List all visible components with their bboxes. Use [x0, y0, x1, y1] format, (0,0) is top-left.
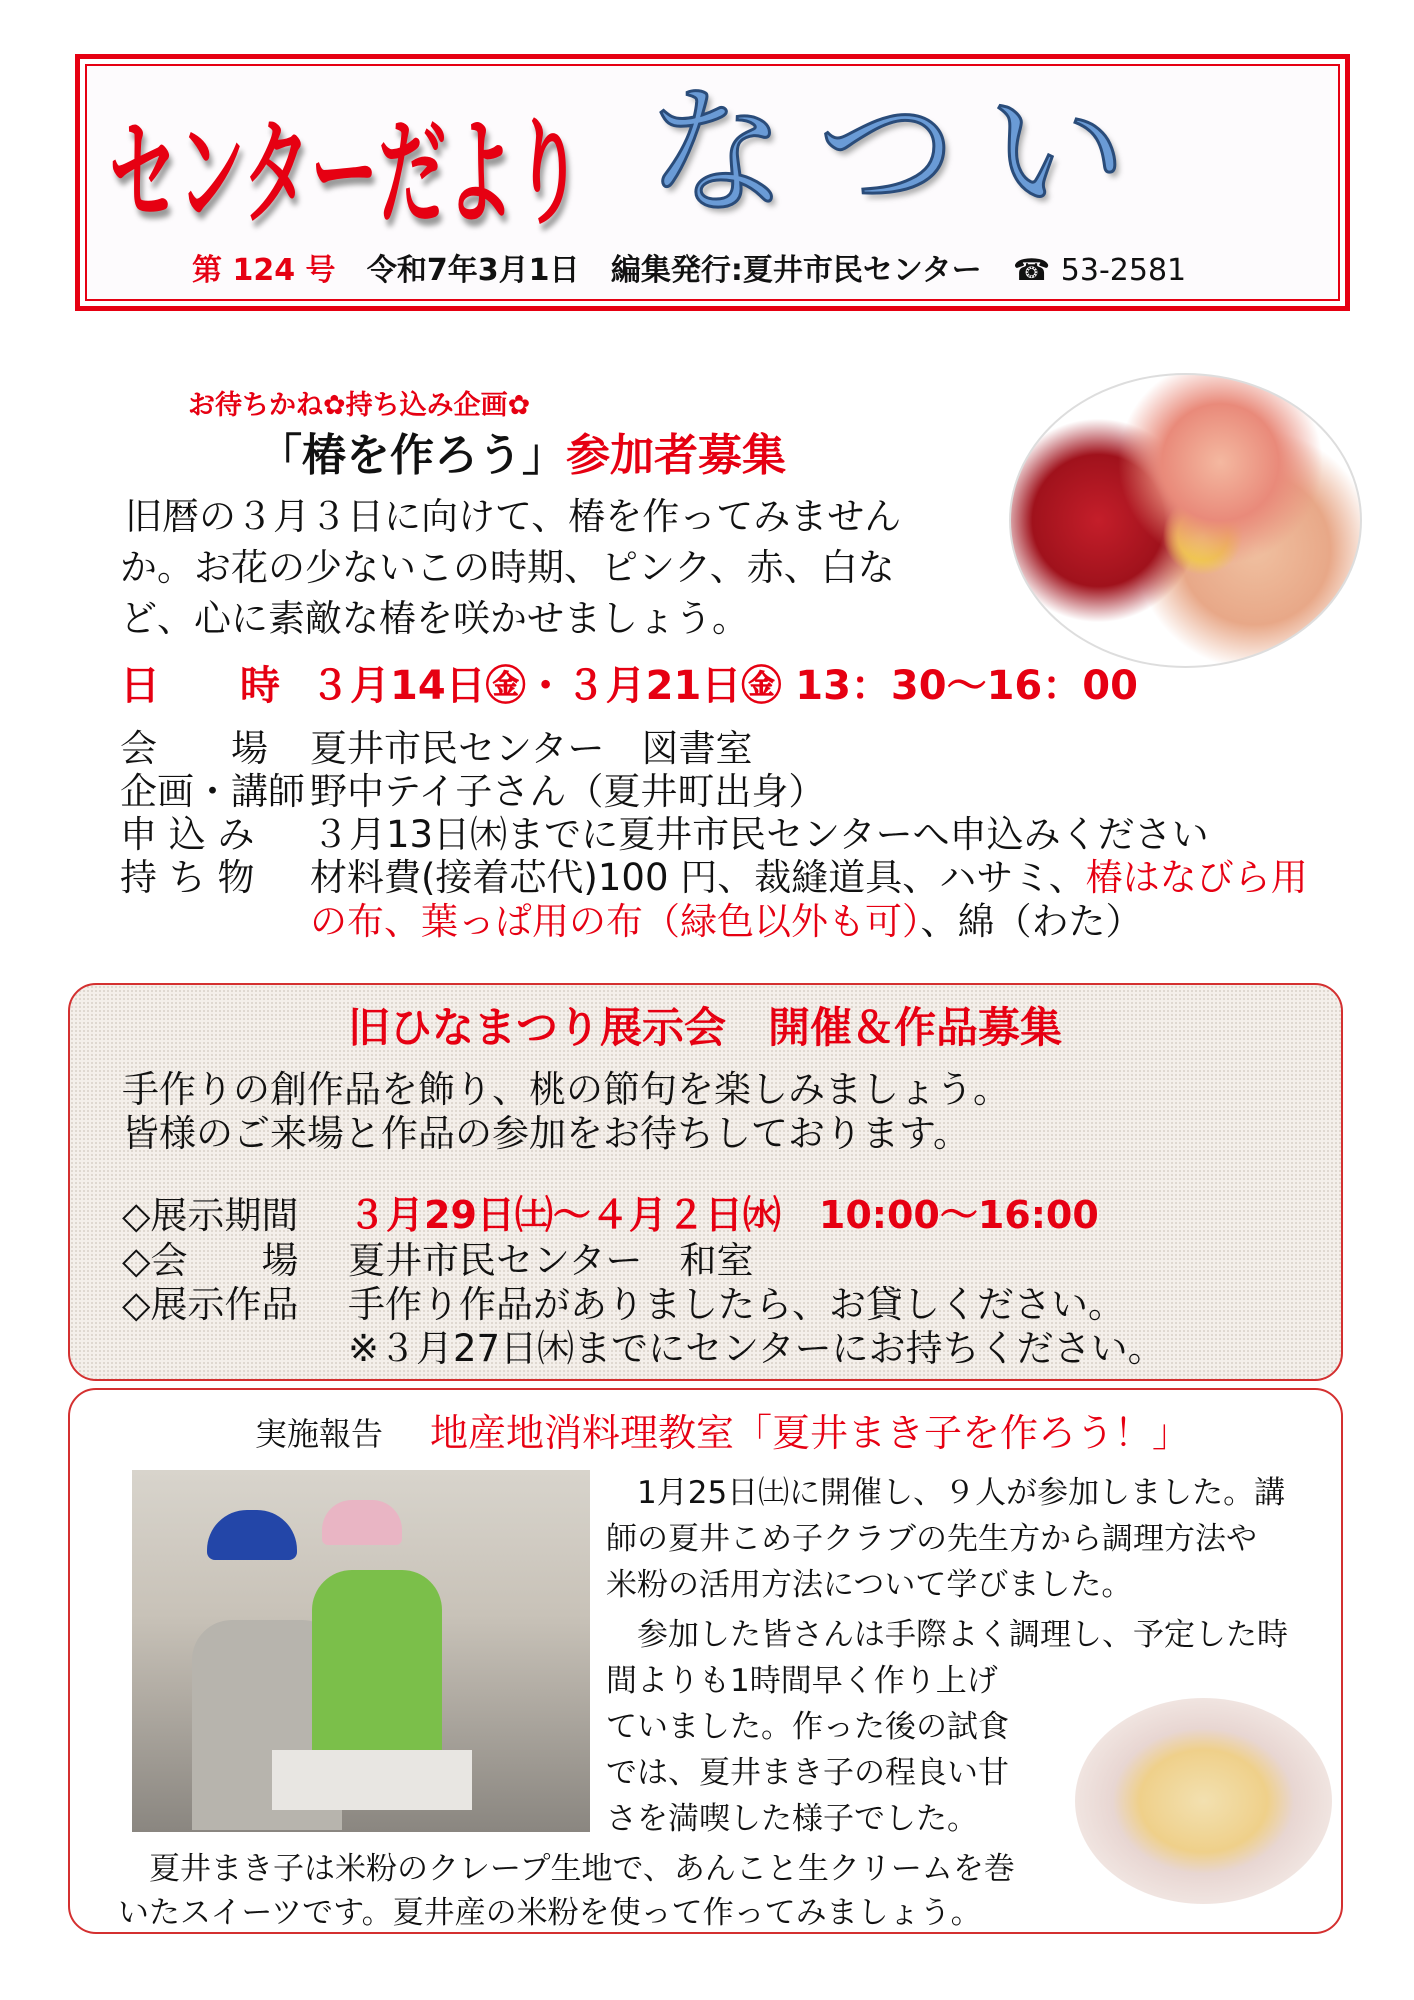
makiko-sweets-photo	[1075, 1698, 1332, 1904]
row-value: 野中テイ子さん（夏井町出身）	[310, 770, 826, 813]
row-label: 申 込 み	[120, 813, 255, 856]
tsubaki-body-2: か。お花の少ないこの時期、ピンク、赤、白な	[120, 546, 895, 589]
hina-row-label: ◇展示作品	[122, 1283, 299, 1326]
report-title: 地産地消料理教室「夏井まき子を作ろう！」	[430, 1411, 1191, 1455]
row-label: 会 場	[120, 727, 268, 770]
tsubaki-datetime-label: 日 時	[120, 663, 280, 709]
tsubaki-body-1: 旧暦の３月３日に向けて、椿を作ってみません	[125, 495, 902, 538]
phone-icon: ☎	[1012, 253, 1051, 288]
row-value: ３月13日㈭までに夏井市民センターへ申込みください	[312, 813, 1209, 856]
hina-body-2: 皆様のご来場と作品の参加をお待ちしております。	[122, 1112, 971, 1155]
masthead-title-left: センターだより	[109, 107, 583, 243]
hina-section	[68, 983, 1343, 1381]
row-value-red: 椿はなびら用	[1085, 856, 1308, 899]
hina-note: ※３月27日㈭までにセンターにお持ちください。	[348, 1327, 1165, 1370]
report-line: 参加した皆さんは手際よく調理し、予定した時	[637, 1617, 1288, 1653]
report-line: 間よりも1時間早く作り上げ	[606, 1663, 998, 1699]
phone-number: 53-2581	[1060, 253, 1187, 288]
row-value: 夏井市民センター 図書室	[310, 727, 753, 770]
report-line: ていました。作った後の試食	[606, 1709, 1009, 1745]
row-value-line2	[310, 900, 1143, 943]
hina-row-value: 手作り作品がありましたら、お貸しください。	[348, 1283, 1125, 1326]
hina-title: 旧ひなまつり展示会 開催＆作品募集	[348, 1003, 1063, 1052]
report-line: 1月25日㈯に開催し、９人が参加しました。講	[637, 1475, 1286, 1511]
row-value-black: 、綿（わた）	[920, 900, 1143, 943]
report-line: では、夏井まき子の程良い甘	[606, 1755, 1009, 1791]
issue-date: 令和7年3月1日	[366, 253, 580, 288]
report-line: 米粉の活用方法について学びました。	[606, 1567, 1133, 1603]
row-value-black: 材料費(接着芯代)100 円、裁縫道具、ハサミ、	[310, 856, 1086, 899]
tsubaki-craft-photo	[1009, 373, 1362, 668]
row-value-red: の布、葉っぱ用の布（緑色以外も可）	[310, 900, 921, 943]
tsubaki-title-main: 「椿を作ろう」	[258, 430, 566, 481]
issue-line	[192, 253, 1187, 288]
report-label: 実施報告	[255, 1415, 384, 1453]
masthead-title-right: なつい	[647, 72, 1158, 235]
tsubaki-title-red: 参加者募集	[566, 430, 786, 481]
issue-number: 第 124 号	[192, 253, 336, 288]
hina-row-value: 夏井市民センター 和室	[348, 1239, 754, 1282]
report-bottom-2: いたスイーツです。夏井産の米粉を使って作ってみましょう。	[118, 1895, 982, 1931]
report-line: さを満喫した様子でした。	[606, 1801, 978, 1837]
cooking-class-photo	[132, 1470, 590, 1832]
hina-row-label: ◇展示期間	[122, 1194, 299, 1237]
row-value	[310, 856, 1308, 899]
report-bottom-1: 夏井まき子は米粉のクレープ生地で、あんこと生クリームを巻	[149, 1851, 1015, 1887]
row-label: 企画・講師	[120, 770, 305, 813]
report-section	[68, 1388, 1343, 1934]
tsubaki-tagline: お待ちかね✿持ち込み企画✿	[188, 390, 531, 421]
row-label: 持 ち 物	[120, 856, 255, 899]
hina-body-1: 手作りの創作品を飾り、桃の節句を楽しみましょう。	[122, 1068, 1010, 1111]
tsubaki-body-3: ど、心に素敵な椿を咲かせましょう。	[120, 597, 749, 640]
tsubaki-title	[258, 430, 786, 481]
publisher: 編集発行:夏井市民センター	[610, 253, 982, 288]
hina-row-value: ３月29日㈯～４月２日㈬ 10:00～16:00	[348, 1193, 1099, 1237]
tsubaki-datetime-value: ３月14日㊎・３月21日㊎ 13：30～16：00	[310, 663, 1138, 709]
masthead	[75, 54, 1350, 311]
report-line: 師の夏井こめ子クラブの先生方から調理方法や	[606, 1521, 1257, 1557]
hina-row-label: ◇会 場	[122, 1239, 299, 1282]
